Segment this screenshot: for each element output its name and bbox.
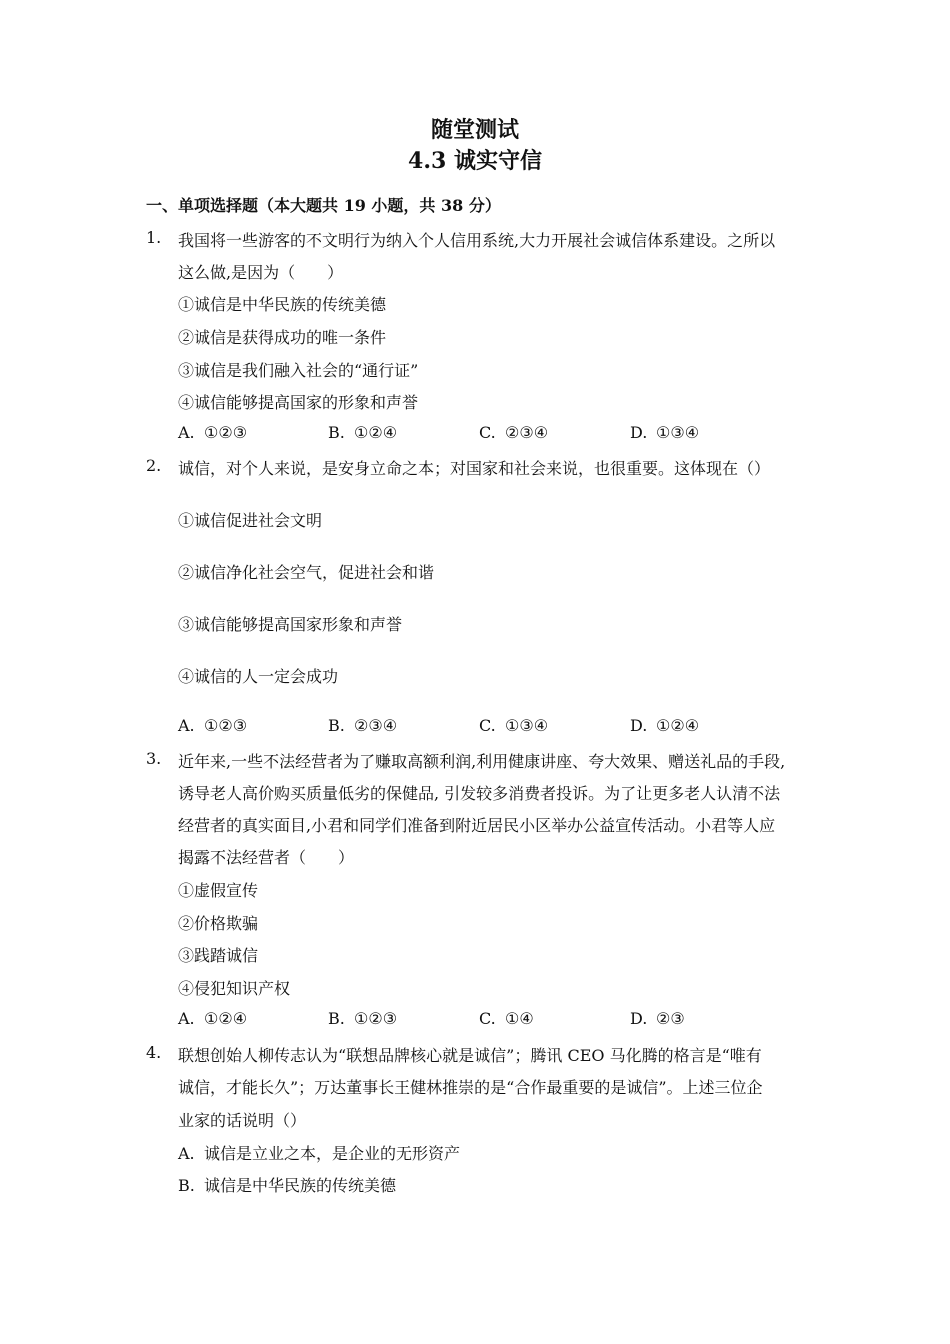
option-a[interactable]: A. ①②③ [178, 716, 248, 735]
question-stem-line: 我国将一些游客的不文明行为纳入个人信用系统,大力开展社会诚信体系建设。之所以 [178, 231, 776, 250]
option-d[interactable]: D. ①②④ [630, 716, 700, 735]
document-subtitle: 4.3 诚实守信 [408, 148, 542, 174]
statement-item: ③践踏诚信 [178, 946, 259, 965]
statement-item: ①诚信促进社会文明 [178, 511, 323, 530]
statement-item: ④侵犯知识产权 [178, 979, 291, 998]
question-stem-line: 诚信，对个人来说，是安身立命之本；对国家和社会来说，也很重要。这体现在（） [178, 459, 771, 478]
question-stem-line: 这么做,是因为（ ） [178, 263, 344, 282]
option-c[interactable]: C. ①④ [479, 1009, 534, 1028]
question-number: 4. [146, 1043, 162, 1062]
question-stem-line: 诱导老人高价购买质量低劣的保健品, 引发较多消费者投诉。为了让更多老人认清不法 [178, 784, 781, 803]
statement-item: ③诚信能够提高国家形象和声誉 [178, 615, 403, 634]
option-d[interactable]: D. ①③④ [630, 423, 700, 442]
question-stem-line: 揭露不法经营者（ ） [178, 848, 355, 867]
option-a[interactable]: A. 诚信是立业之本，是企业的无形资产 [178, 1144, 461, 1163]
statement-item: ④诚信的人一定会成功 [178, 667, 339, 686]
question-number: 3. [146, 749, 162, 768]
statement-item: ②价格欺骗 [178, 914, 259, 933]
section-heading: 一、单项选择题（本大题共 19 小题，共 38 分） [146, 196, 501, 215]
option-b[interactable]: B. ①②③ [328, 1009, 398, 1028]
option-b[interactable]: B. ②③④ [328, 716, 398, 735]
statement-item: ②诚信是获得成功的唯一条件 [178, 328, 387, 347]
option-b[interactable]: B. 诚信是中华民族的传统美德 [178, 1176, 397, 1195]
statement-item: ④诚信能够提高国家的形象和声誉 [178, 393, 419, 412]
statement-item: ②诚信净化社会空气，促进社会和谐 [178, 563, 435, 582]
question-stem-line: 诚信，才能长久”；万达董事长王健林推崇的是“合作最重要的是诚信”。上述三位企 [178, 1078, 763, 1097]
question-number: 2. [146, 456, 162, 475]
option-c[interactable]: C. ①③④ [479, 716, 549, 735]
statement-item: ①诚信是中华民族的传统美德 [178, 295, 387, 314]
question-stem-line: 联想创始人柳传志认为“联想品牌核心就是诚信”；腾讯 CEO 马化腾的格言是“唯有 [178, 1046, 762, 1065]
question-stem-line: 经营者的真实面目,小君和同学们准备到附近居民小区举办公益宣传活动。小君等人应 [178, 816, 776, 835]
option-d[interactable]: D. ②③ [630, 1009, 685, 1028]
statement-item: ③诚信是我们融入社会的“通行证” [178, 361, 419, 380]
question-stem-line: 业家的话说明（） [178, 1111, 307, 1130]
option-b[interactable]: B. ①②④ [328, 423, 398, 442]
question-number: 1. [146, 228, 162, 247]
statement-item: ①虚假宣传 [178, 881, 259, 900]
question-stem-line: 近年来,一些不法经营者为了赚取高额利润,利用健康讲座、夸大效果、赠送礼品的手段, [178, 752, 786, 771]
document-title: 随堂测试 [430, 117, 519, 143]
option-a[interactable]: A. ①②③ [178, 423, 248, 442]
option-c[interactable]: C. ②③④ [479, 423, 549, 442]
option-a[interactable]: A. ①②④ [178, 1009, 248, 1028]
